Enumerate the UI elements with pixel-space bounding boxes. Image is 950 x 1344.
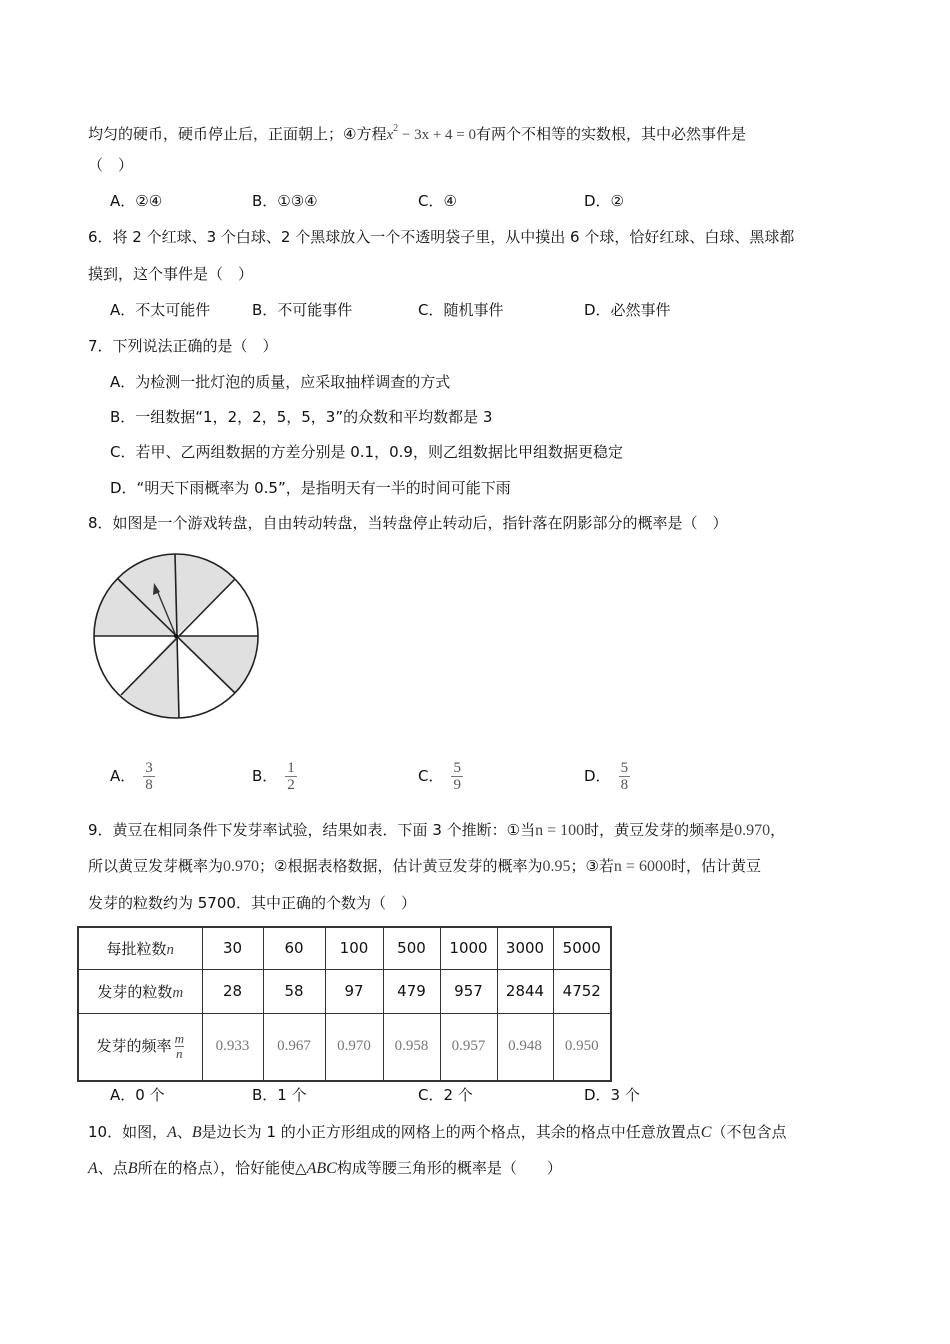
table-cell: 28: [202, 969, 263, 1013]
germination-table: [77, 926, 612, 1082]
q10-text: 、点: [97, 1159, 128, 1177]
table-cell: 3000: [497, 927, 553, 969]
q5-text-a: 均匀的硬币，硬币停止后，正面朝上；④方程: [88, 125, 387, 143]
q9-math-095: 0.95: [542, 858, 571, 875]
fraction-denominator: 8: [620, 777, 629, 793]
row-header-text: 每批粒数: [106, 939, 167, 958]
row-header-freq: [78, 1013, 202, 1081]
q9-stem-line2: [88, 856, 761, 877]
q9-text: 所以黄豆发芽概率为: [88, 857, 224, 875]
q7-option-a[interactable]: A．为检测一批灯泡的质量，应采取抽样调查的方式: [110, 373, 451, 391]
fraction: [143, 760, 155, 793]
table-cell: 4752: [553, 969, 611, 1013]
fraction: [175, 1032, 184, 1061]
q8-option-c[interactable]: [418, 760, 463, 793]
q10-text: 10．如图，: [88, 1123, 168, 1141]
table-cell: 500: [383, 927, 440, 969]
table-cell: 2844: [497, 969, 553, 1013]
q5-text-b: 有两个不相等的实数根，其中必然事件是: [476, 125, 747, 143]
q10-point-c: C: [700, 1124, 712, 1141]
q6-stem-line2: 摸到，这个事件是（ ）: [88, 265, 254, 283]
q9-text: 时，黄豆发芽的频率是: [584, 821, 735, 839]
q5-eq-rest: − 3x + 4 = 0: [398, 127, 477, 143]
row-header-m: [78, 969, 202, 1013]
fraction-numerator: 5: [620, 760, 629, 776]
q9-option-d[interactable]: D．3 个: [584, 1086, 640, 1104]
spinner-figure: [92, 553, 264, 723]
q10-triangle-abc: ABC: [306, 1160, 337, 1177]
q9-text: ，: [770, 821, 786, 839]
table-cell: 0.970: [325, 1013, 383, 1081]
table-cell: 0.933: [202, 1013, 263, 1081]
q9-stem-line3: 发芽的粒数约为 5700．其中正确的个数为（ ）: [88, 894, 416, 912]
q9-option-c[interactable]: C．2 个: [418, 1086, 473, 1104]
q10-stem-line1: [88, 1122, 786, 1143]
table-cell: 58: [263, 969, 325, 1013]
q9-option-b[interactable]: B．1 个: [252, 1086, 307, 1104]
row-header-n: [78, 927, 202, 969]
fraction-denominator: 2: [287, 777, 295, 793]
row-header-var: m: [172, 984, 184, 1001]
table-cell: 0.950: [553, 1013, 611, 1081]
q10-text: （不包含点: [711, 1123, 787, 1141]
fraction: [619, 760, 631, 793]
q10-point-b: B: [127, 1160, 138, 1177]
row-header-text: 发芽的频率: [96, 1037, 172, 1056]
q5-eq-var: x: [386, 127, 394, 143]
q8-stem: 8．如图是一个游戏转盘，自由转动转盘，当转盘停止转动后，指针落在阴影部分的概率是（ ）: [88, 514, 728, 532]
q10-point-a: A: [167, 1124, 177, 1141]
fraction-denominator: 9: [453, 777, 461, 793]
table-cell: 479: [383, 969, 440, 1013]
q5-option-a[interactable]: A．②④: [110, 192, 163, 210]
q9-option-a[interactable]: A．0 个: [110, 1086, 165, 1104]
table-cell: 1000: [440, 927, 497, 969]
q8-option-c-prefix: C．: [418, 767, 444, 785]
q9-text: 时，估计黄豆: [670, 857, 761, 875]
q6-option-a[interactable]: A．不太可能件: [110, 301, 211, 319]
q7-option-d[interactable]: D．“明天下雨概率为 0.5”，是指明天有一半的时间可能下雨: [110, 479, 511, 497]
q8-option-d[interactable]: [584, 760, 630, 793]
table-cell: 0.967: [263, 1013, 325, 1081]
q10-text: 、: [176, 1123, 192, 1141]
table-cell: 0.957: [440, 1013, 497, 1081]
fraction-numerator: 1: [287, 760, 295, 776]
table-row-freq: [78, 1013, 611, 1081]
q6-option-c[interactable]: C．随机事件: [418, 301, 504, 319]
table-cell: 0.948: [497, 1013, 553, 1081]
q7-option-c[interactable]: C．若甲、乙两组数据的方差分别是 0.1，0.9，则乙组数据比甲组数据更稳定: [110, 443, 623, 461]
q5-option-c[interactable]: C．④: [418, 192, 457, 210]
fraction: [285, 760, 297, 793]
fraction-numerator: 5: [453, 760, 461, 776]
table-cell: 60: [263, 927, 325, 969]
row-header-var: n: [166, 941, 174, 958]
row-header-text: 发芽的粒数: [97, 982, 173, 1001]
q10-text: 构成等腰三角形的概率是（ ）: [336, 1159, 562, 1177]
fraction: [451, 760, 463, 793]
q10-text: 是边长为 1 的小正方形组成的网格上的两个格点，其余的格点中任意放置点: [201, 1123, 701, 1141]
q5-option-b[interactable]: B．①③④: [252, 192, 318, 210]
q7-option-b[interactable]: B．一组数据“1，2，2，5，5，3”的众数和平均数都是 3: [110, 408, 493, 426]
q6-option-d[interactable]: D．必然事件: [584, 301, 671, 319]
fraction-numerator: 3: [145, 760, 153, 776]
q8-option-b-prefix: B．: [252, 767, 278, 785]
q9-text: ；③若: [570, 857, 614, 875]
q9-stem-line1: [88, 820, 785, 841]
fraction-denominator: n: [176, 1046, 183, 1062]
table-cell: 5000: [553, 927, 611, 969]
q8-option-d-prefix: D．: [584, 767, 611, 785]
q9-math-n6000: n = 6000: [613, 858, 671, 875]
table-cell: 0.958: [383, 1013, 440, 1081]
q10-point-b: B: [191, 1124, 202, 1141]
q5-stem-line1: [88, 119, 746, 145]
table-row-n: [78, 927, 611, 969]
q10-text: 所在的格点），恰好能使△: [137, 1159, 307, 1177]
q9-text: ；②根据表格数据，估计黄豆发芽的概率为: [259, 857, 543, 875]
q6-option-b[interactable]: B．不可能事件: [252, 301, 353, 319]
q9-math-0970: 0.970: [734, 822, 771, 839]
table-cell: 97: [325, 969, 383, 1013]
q7-stem: 7．下列说法正确的是（ ）: [88, 337, 278, 355]
table-cell: 30: [202, 927, 263, 969]
q8-option-a-prefix: A．: [110, 767, 136, 785]
spinner-center: [174, 634, 178, 638]
table-cell: 100: [325, 927, 383, 969]
q9-text: 9．黄豆在相同条件下发芽率试验，结果如表．下面 3 个推断：①当: [88, 821, 536, 839]
q5-equation: [386, 123, 477, 143]
table-row-m: [78, 969, 611, 1013]
q8-option-a[interactable]: [110, 760, 155, 793]
q10-stem-line2: [88, 1158, 562, 1179]
q5-option-d[interactable]: D．②: [584, 192, 624, 210]
table-cell: 957: [440, 969, 497, 1013]
q9-math-0970: 0.970: [223, 858, 260, 875]
q9-math-n100: n = 100: [535, 822, 585, 839]
q6-stem-line1: 6．将 2 个红球、3 个白球、2 个黑球放入一个不透明袋子里，从中摸出 6 个球，恰好红球、白球、黑球都: [88, 228, 795, 246]
q8-option-b[interactable]: [252, 760, 297, 793]
fraction-denominator: 8: [145, 777, 153, 793]
q10-point-a: A: [88, 1160, 98, 1177]
q5-stem-line2: （ ）: [88, 156, 134, 174]
q5-eq-exp: 2: [393, 123, 399, 134]
fraction-numerator: m: [174, 1031, 184, 1047]
